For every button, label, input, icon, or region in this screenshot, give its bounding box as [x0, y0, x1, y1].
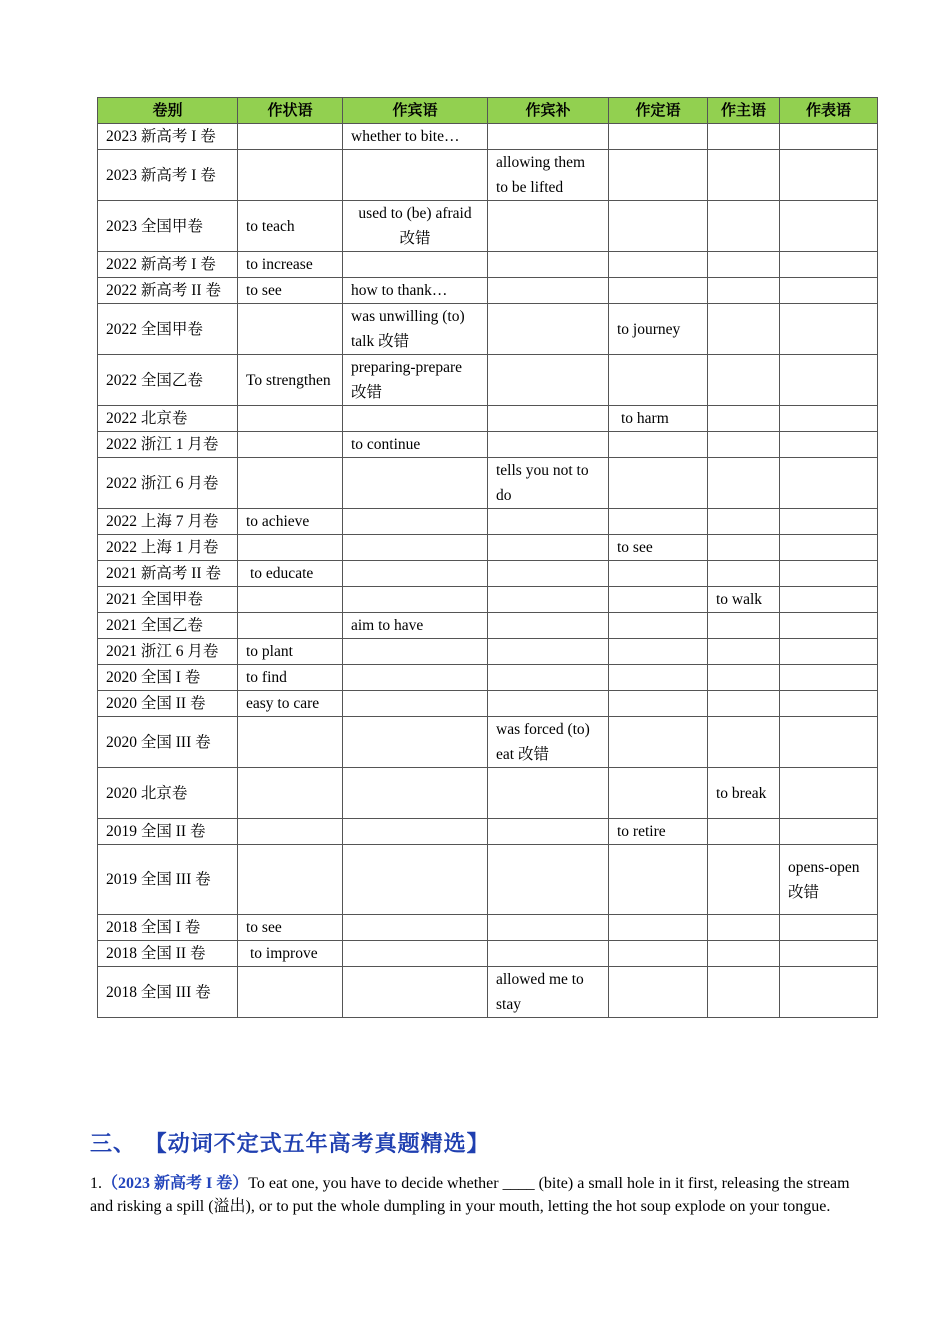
exam-cell: 2023 新高考 I 卷: [98, 124, 238, 150]
subject-cell: [708, 278, 780, 304]
subject-cell: [708, 201, 780, 252]
attributive-cell: to see: [609, 535, 708, 561]
object-cell: [343, 915, 488, 941]
object-complement-cell: [488, 561, 609, 587]
object-cell: [343, 535, 488, 561]
object-complement-cell: [488, 509, 609, 535]
question-1: [90, 1172, 850, 1218]
adverbial-cell: [238, 458, 343, 509]
exam-cell: 2022 新高考 II 卷: [98, 278, 238, 304]
table-header-row: [98, 98, 878, 124]
object-complement-cell: [488, 201, 609, 252]
object-complement-cell: [488, 915, 609, 941]
attributive-cell: [609, 509, 708, 535]
adverbial-cell: [238, 406, 343, 432]
attributive-cell: [609, 278, 708, 304]
table-row: [98, 613, 878, 639]
object-cell: [343, 819, 488, 845]
predicative-cell: opens-open 改错: [780, 845, 878, 915]
object-cell: [343, 509, 488, 535]
exam-cell: 2020 全国 II 卷: [98, 691, 238, 717]
attributive-cell: [609, 561, 708, 587]
exam-cell: 2020 全国 III 卷: [98, 717, 238, 768]
question-source: （2023 新高考 I 卷）: [102, 1175, 249, 1192]
adverbial-cell: to improve: [238, 941, 343, 967]
table-row: [98, 406, 878, 432]
table-row: [98, 201, 878, 252]
predicative-cell: [780, 691, 878, 717]
exam-cell: 2021 新高考 II 卷: [98, 561, 238, 587]
object-cell: used to (be) afraid 改错: [343, 201, 488, 252]
object-cell: [343, 967, 488, 1018]
table-row: [98, 278, 878, 304]
table-row: [98, 535, 878, 561]
subject-cell: [708, 509, 780, 535]
exam-cell: 2018 全国 II 卷: [98, 941, 238, 967]
question-text: To eat one, you have to decide whether ____ (bite) a small hole in it first, releasing the stream and risking a spill (溢出), or to put the whole dumpling in your mouth, letting the hot soup explode on your tongue.: [90, 1175, 850, 1215]
object-complement-cell: allowing them to be lifted: [488, 150, 609, 201]
object-complement-cell: [488, 613, 609, 639]
table-row: [98, 941, 878, 967]
exam-cell: 2022 全国甲卷: [98, 304, 238, 355]
predicative-cell: [780, 665, 878, 691]
table-row: [98, 819, 878, 845]
header-adverbial: 作状语: [238, 98, 343, 124]
predicative-cell: [780, 561, 878, 587]
exam-cell: 2022 新高考 I 卷: [98, 252, 238, 278]
adverbial-cell: [238, 613, 343, 639]
exam-cell: 2022 上海 7 月卷: [98, 509, 238, 535]
object-cell: [343, 252, 488, 278]
subject-cell: [708, 535, 780, 561]
attributive-cell: [609, 613, 708, 639]
adverbial-cell: to educate: [238, 561, 343, 587]
object-complement-cell: tells you not to do: [488, 458, 609, 509]
adverbial-cell: [238, 845, 343, 915]
predicative-cell: [780, 124, 878, 150]
attributive-cell: [609, 124, 708, 150]
adverbial-cell: [238, 768, 343, 819]
adverbial-cell: to plant: [238, 639, 343, 665]
attributive-cell: [609, 845, 708, 915]
object-cell: [343, 639, 488, 665]
attributive-cell: [609, 717, 708, 768]
header-subject: 作主语: [708, 98, 780, 124]
exam-cell: 2022 浙江 1 月卷: [98, 432, 238, 458]
object-complement-cell: [488, 432, 609, 458]
header-attributive: 作定语: [609, 98, 708, 124]
object-cell: [343, 768, 488, 819]
predicative-cell: [780, 406, 878, 432]
subject-cell: [708, 717, 780, 768]
subject-cell: to walk: [708, 587, 780, 613]
header-predicative: 作表语: [780, 98, 878, 124]
adverbial-cell: [238, 717, 343, 768]
table-row: [98, 717, 878, 768]
exam-cell: 2023 新高考 I 卷: [98, 150, 238, 201]
object-complement-cell: [488, 252, 609, 278]
subject-cell: [708, 819, 780, 845]
exam-cell: 2019 全国 II 卷: [98, 819, 238, 845]
table-row: [98, 304, 878, 355]
adverbial-cell: [238, 304, 343, 355]
predicative-cell: [780, 535, 878, 561]
object-cell: preparing-prepare 改错: [343, 355, 488, 406]
table-row: [98, 639, 878, 665]
predicative-cell: [780, 768, 878, 819]
object-cell: [343, 406, 488, 432]
table-row: [98, 915, 878, 941]
exam-cell: 2018 全国 III 卷: [98, 967, 238, 1018]
attributive-cell: [609, 941, 708, 967]
subject-cell: [708, 458, 780, 509]
exam-cell: 2018 全国 I 卷: [98, 915, 238, 941]
predicative-cell: [780, 613, 878, 639]
attributive-cell: [609, 355, 708, 406]
object-complement-cell: [488, 304, 609, 355]
exam-cell: 2019 全国 III 卷: [98, 845, 238, 915]
predicative-cell: [780, 304, 878, 355]
predicative-cell: [780, 201, 878, 252]
exam-cell: 2020 北京卷: [98, 768, 238, 819]
object-cell: [343, 941, 488, 967]
object-complement-cell: [488, 691, 609, 717]
header-exam: 卷别: [98, 98, 238, 124]
adverbial-cell: to see: [238, 915, 343, 941]
adverbial-cell: [238, 150, 343, 201]
attributive-cell: [609, 915, 708, 941]
predicative-cell: [780, 639, 878, 665]
subject-cell: [708, 613, 780, 639]
adverbial-cell: [238, 432, 343, 458]
attributive-cell: [609, 768, 708, 819]
adverbial-cell: [238, 535, 343, 561]
object-complement-cell: [488, 665, 609, 691]
predicative-cell: [780, 967, 878, 1018]
subject-cell: [708, 691, 780, 717]
table-row: [98, 768, 878, 819]
adverbial-cell: to see: [238, 278, 343, 304]
table-row: [98, 691, 878, 717]
subject-cell: [708, 915, 780, 941]
object-cell: [343, 458, 488, 509]
object-complement-cell: [488, 941, 609, 967]
attributive-cell: to retire: [609, 819, 708, 845]
attributive-cell: [609, 432, 708, 458]
subject-cell: [708, 150, 780, 201]
object-complement-cell: [488, 124, 609, 150]
attributive-cell: [609, 150, 708, 201]
predicative-cell: [780, 150, 878, 201]
exam-cell: 2023 全国甲卷: [98, 201, 238, 252]
predicative-cell: [780, 278, 878, 304]
object-cell: [343, 150, 488, 201]
object-complement-cell: [488, 845, 609, 915]
adverbial-cell: [238, 967, 343, 1018]
section-title: 三、 【动词不定式五年高考真题精选】: [90, 1132, 490, 1157]
header-object-complement: 作宾补: [488, 98, 609, 124]
predicative-cell: [780, 587, 878, 613]
subject-cell: [708, 639, 780, 665]
attributive-cell: [609, 967, 708, 1018]
attributive-cell: [609, 201, 708, 252]
exam-cell: 2020 全国 I 卷: [98, 665, 238, 691]
exam-cell: 2022 浙江 6 月卷: [98, 458, 238, 509]
object-cell: aim to have: [343, 613, 488, 639]
predicative-cell: [780, 941, 878, 967]
object-cell: [343, 845, 488, 915]
adverbial-cell: to achieve: [238, 509, 343, 535]
object-complement-cell: allowed me to stay: [488, 967, 609, 1018]
exam-cell: 2022 全国乙卷: [98, 355, 238, 406]
table-row: [98, 124, 878, 150]
predicative-cell: [780, 252, 878, 278]
object-complement-cell: [488, 278, 609, 304]
attributive-cell: to harm: [609, 406, 708, 432]
subject-cell: [708, 561, 780, 587]
table-row: [98, 587, 878, 613]
subject-cell: to break: [708, 768, 780, 819]
adverbial-cell: [238, 587, 343, 613]
object-cell: whether to bite…: [343, 124, 488, 150]
table-row: [98, 509, 878, 535]
table-row: [98, 355, 878, 406]
object-complement-cell: was forced (to) eat 改错: [488, 717, 609, 768]
object-complement-cell: [488, 587, 609, 613]
subject-cell: [708, 432, 780, 458]
object-cell: how to thank…: [343, 278, 488, 304]
table-row: [98, 252, 878, 278]
question-number: 1.: [90, 1175, 102, 1192]
object-cell: [343, 587, 488, 613]
adverbial-cell: To strengthen: [238, 355, 343, 406]
exam-cell: 2021 全国甲卷: [98, 587, 238, 613]
attributive-cell: [609, 458, 708, 509]
predicative-cell: [780, 432, 878, 458]
subject-cell: [708, 967, 780, 1018]
exam-cell: 2022 北京卷: [98, 406, 238, 432]
predicative-cell: [780, 355, 878, 406]
attributive-cell: [609, 587, 708, 613]
table-row: [98, 458, 878, 509]
attributive-cell: [609, 639, 708, 665]
adverbial-cell: easy to care: [238, 691, 343, 717]
object-cell: to continue: [343, 432, 488, 458]
header-object: 作宾语: [343, 98, 488, 124]
adverbial-cell: to increase: [238, 252, 343, 278]
attributive-cell: [609, 665, 708, 691]
predicative-cell: [780, 915, 878, 941]
object-complement-cell: [488, 639, 609, 665]
subject-cell: [708, 406, 780, 432]
exam-cell: 2021 全国乙卷: [98, 613, 238, 639]
infinitive-usage-table: [97, 97, 878, 1018]
table-row: [98, 432, 878, 458]
attributive-cell: to journey: [609, 304, 708, 355]
subject-cell: [708, 252, 780, 278]
adverbial-cell: to teach: [238, 201, 343, 252]
table-row: [98, 967, 878, 1018]
table-row: [98, 845, 878, 915]
subject-cell: [708, 665, 780, 691]
subject-cell: [708, 304, 780, 355]
adverbial-cell: [238, 124, 343, 150]
subject-cell: [708, 941, 780, 967]
attributive-cell: [609, 252, 708, 278]
adverbial-cell: [238, 819, 343, 845]
object-complement-cell: [488, 406, 609, 432]
subject-cell: [708, 124, 780, 150]
attributive-cell: [609, 691, 708, 717]
object-cell: [343, 717, 488, 768]
object-cell: [343, 691, 488, 717]
table-row: [98, 665, 878, 691]
predicative-cell: [780, 819, 878, 845]
predicative-cell: [780, 717, 878, 768]
object-cell: [343, 665, 488, 691]
table-row: [98, 150, 878, 201]
table-row: [98, 561, 878, 587]
subject-cell: [708, 355, 780, 406]
object-complement-cell: [488, 535, 609, 561]
object-complement-cell: [488, 819, 609, 845]
adverbial-cell: to find: [238, 665, 343, 691]
subject-cell: [708, 845, 780, 915]
object-complement-cell: [488, 768, 609, 819]
object-complement-cell: [488, 355, 609, 406]
exam-cell: 2021 浙江 6 月卷: [98, 639, 238, 665]
object-cell: was unwilling (to) talk 改错: [343, 304, 488, 355]
predicative-cell: [780, 509, 878, 535]
predicative-cell: [780, 458, 878, 509]
exam-cell: 2022 上海 1 月卷: [98, 535, 238, 561]
object-cell: [343, 561, 488, 587]
